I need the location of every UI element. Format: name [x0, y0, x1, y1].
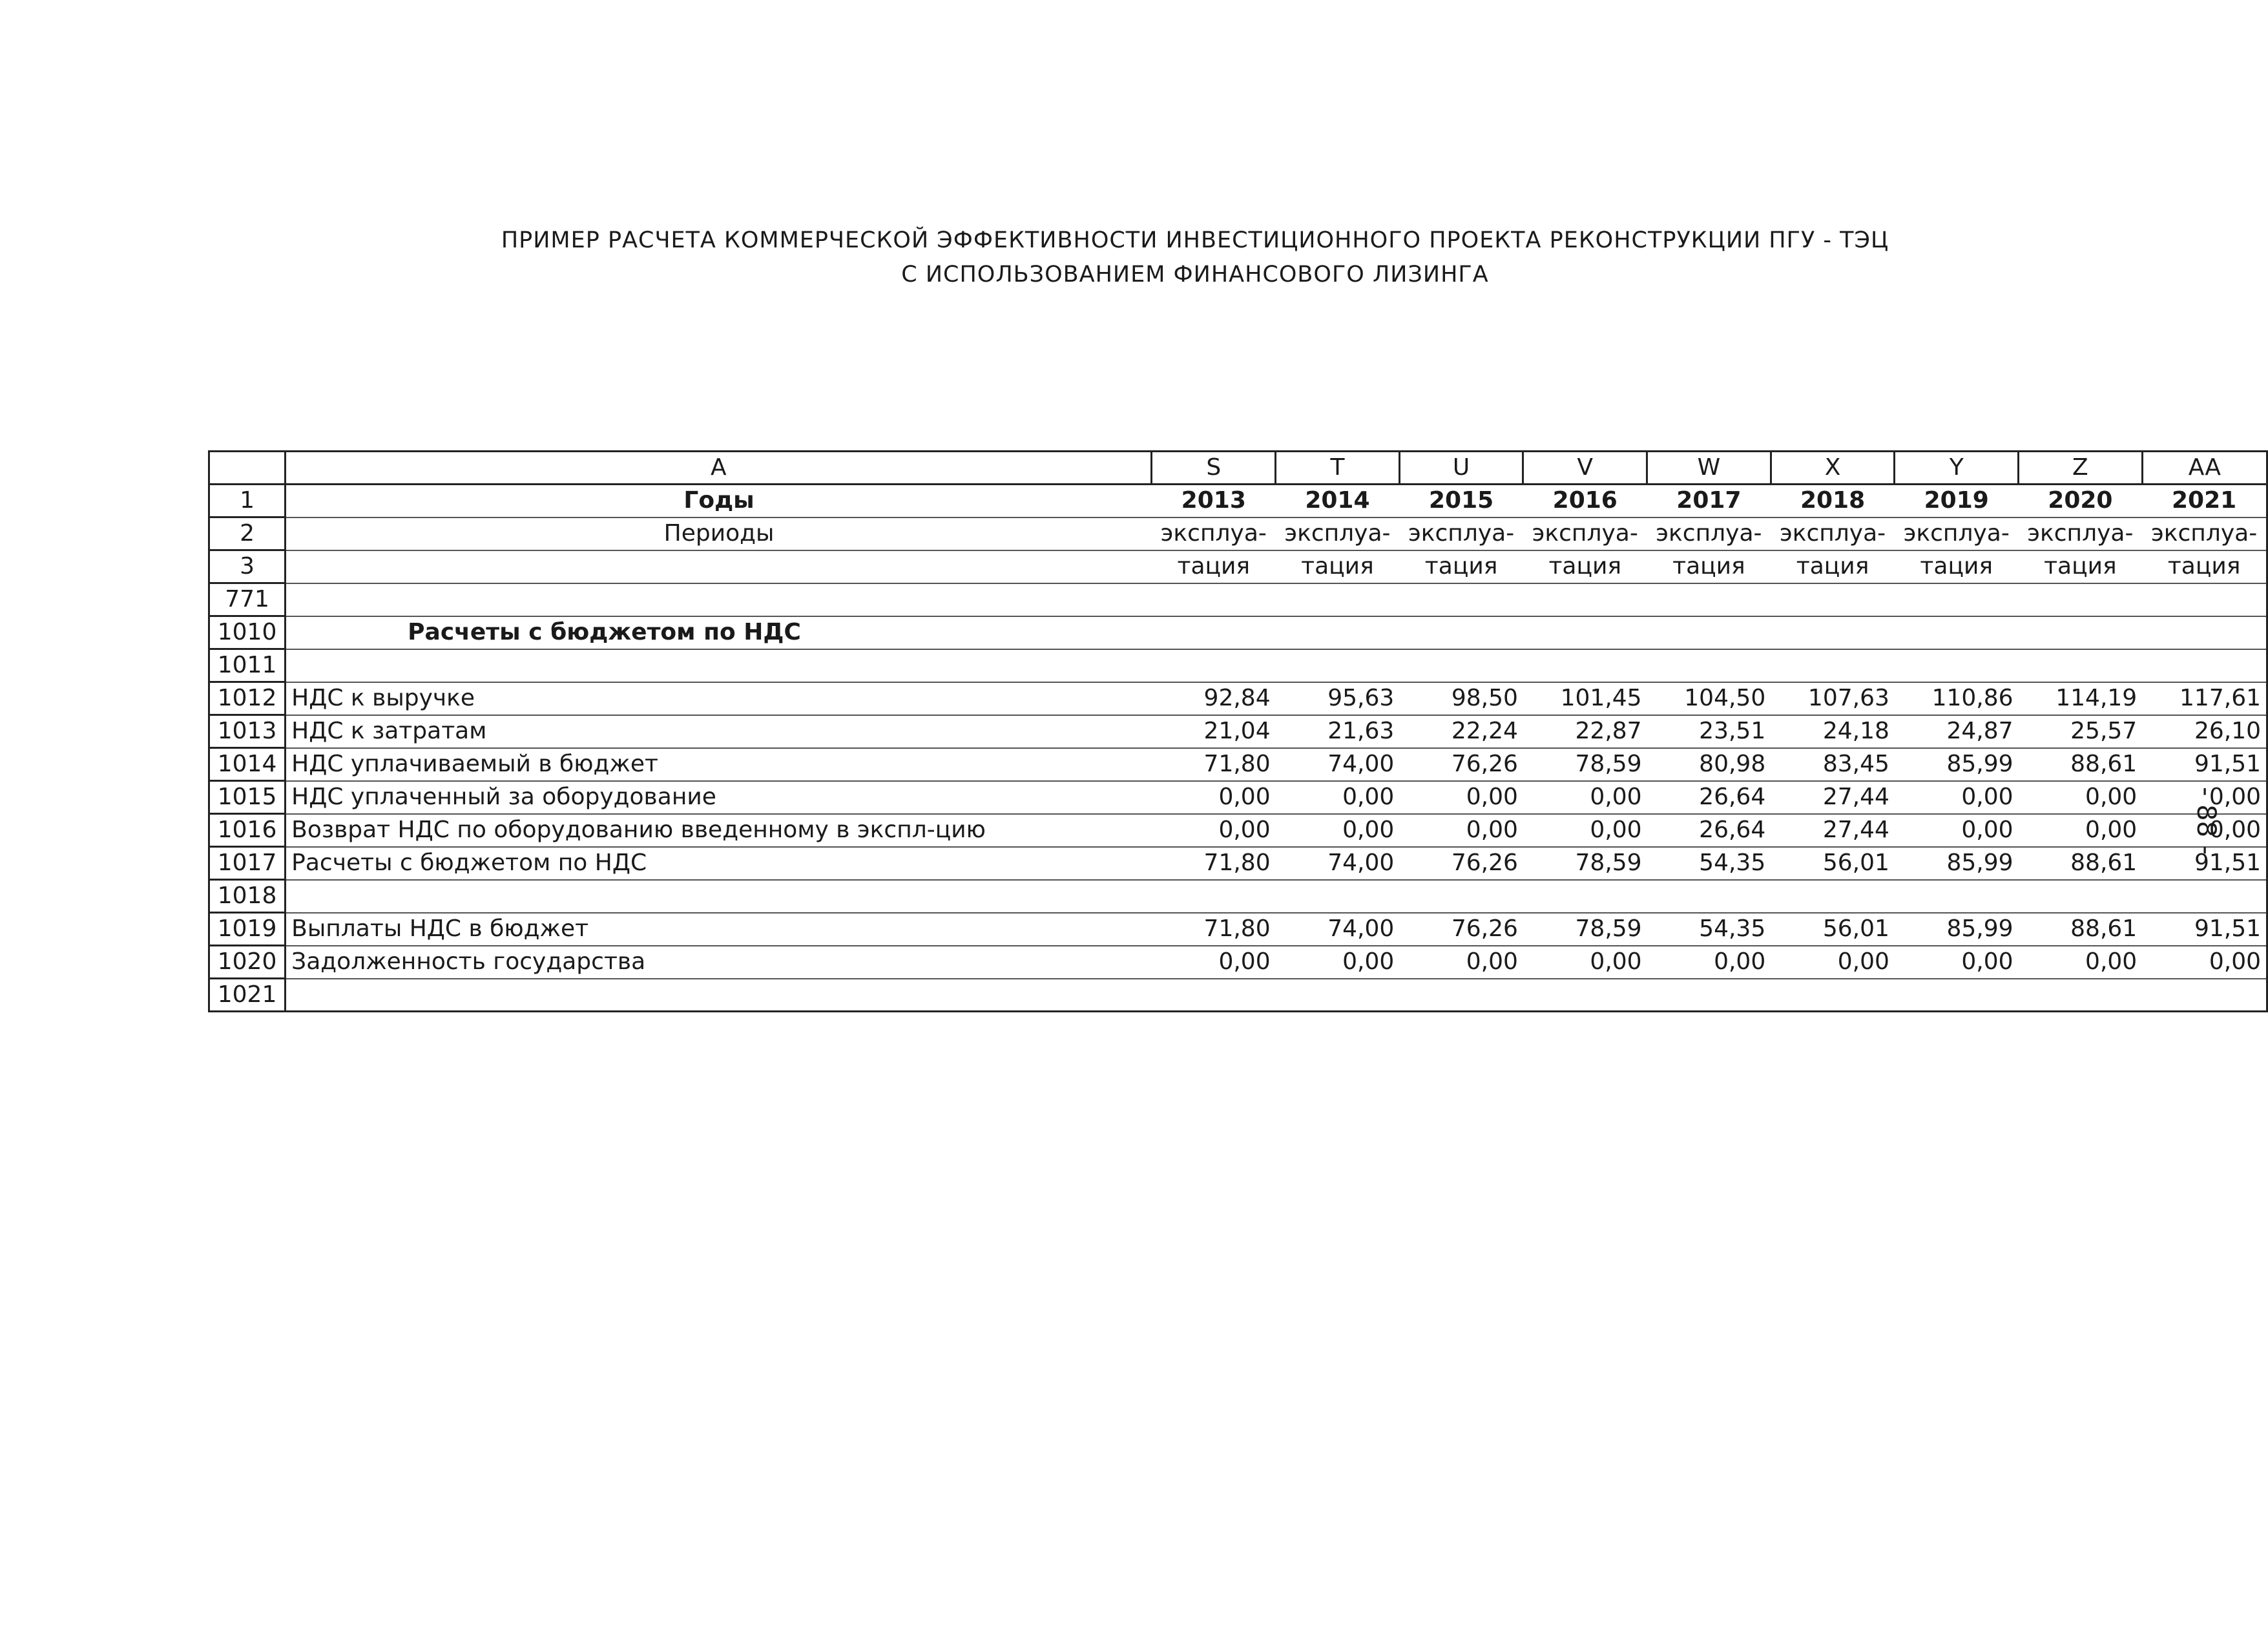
column-header-u[interactable]: U	[1399, 452, 1523, 485]
value-cell: 24,87	[1895, 715, 2019, 748]
row-label: Расчеты с бюджетом по НДС	[286, 847, 1152, 880]
empty-cell	[1895, 616, 2019, 649]
empty-cell	[2142, 649, 2267, 682]
value-cell: 54,35	[1647, 847, 1771, 880]
value-cell: 27,44	[1771, 781, 1895, 814]
empty-cell	[2142, 979, 2267, 1012]
empty-cell	[1771, 649, 1895, 682]
value-cell: 0,00	[2019, 946, 2143, 979]
value-cell: 0,00	[1523, 781, 1647, 814]
table-row	[209, 715, 2267, 748]
empty-cell	[1152, 979, 1276, 1012]
value-cell: 26,64	[1647, 781, 1771, 814]
column-header-v[interactable]: V	[1523, 452, 1647, 485]
empty-cell	[1399, 583, 1523, 616]
value-cell: 0,00	[2142, 814, 2267, 847]
row-label: Выплаты НДС в бюджет	[286, 913, 1152, 946]
empty-cell	[1523, 649, 1647, 682]
value-cell: 24,18	[1771, 715, 1895, 748]
value-cell: 0,00	[2142, 781, 2267, 814]
empty-cell	[1152, 880, 1276, 913]
empty-cell	[1399, 979, 1523, 1012]
value-cell: 26,10	[2142, 715, 2267, 748]
row-number[interactable]: 1013	[209, 715, 286, 748]
row-label: НДС уплаченный за оборудование	[286, 781, 1152, 814]
year-cell: 2020	[2019, 485, 2143, 517]
column-header-aa[interactable]: AA	[2142, 452, 2267, 485]
table-row	[209, 781, 2267, 814]
empty-cell	[1771, 616, 1895, 649]
period-cell: эксплуа-	[1895, 517, 2019, 550]
value-cell: 0,00	[1276, 781, 1400, 814]
empty-cell	[2142, 880, 2267, 913]
value-cell: 85,99	[1895, 913, 2019, 946]
spreadsheet-table	[208, 450, 2268, 1012]
row-number[interactable]: 1020	[209, 946, 286, 979]
row-number[interactable]: 2	[209, 517, 286, 550]
value-cell: 56,01	[1771, 913, 1895, 946]
value-cell: 88,61	[2019, 913, 2143, 946]
row-number[interactable]: 3	[209, 550, 286, 583]
section-header-row	[209, 616, 2267, 649]
value-cell: 74,00	[1276, 748, 1400, 781]
empty-cell	[1276, 649, 1400, 682]
year-cell: 2019	[1895, 485, 2019, 517]
table-row	[209, 748, 2267, 781]
year-cell: 2013	[1152, 485, 1276, 517]
column-header-a[interactable]: A	[286, 452, 1152, 485]
periods-label: Периоды	[286, 517, 1152, 550]
period-cell: эксплуа-	[1523, 517, 1647, 550]
empty-cell	[1523, 583, 1647, 616]
row-number[interactable]: 1016	[209, 814, 286, 847]
year-cell: 2015	[1399, 485, 1523, 517]
empty-cell	[1771, 583, 1895, 616]
column-header-x[interactable]: X	[1771, 452, 1895, 485]
empty-cell	[1399, 616, 1523, 649]
document-title-line-2: С ИСПОЛЬЗОВАНИЕМ ФИНАНСОВОГО ЛИЗИНГА	[901, 262, 1489, 287]
empty-cell	[1771, 880, 1895, 913]
period-cell: эксплуа-	[1399, 517, 1523, 550]
year-cell: 2021	[2142, 485, 2267, 517]
value-cell: 107,63	[1771, 682, 1895, 715]
spreadsheet-body	[209, 452, 2267, 1012]
value-cell: 114,19	[2019, 682, 2143, 715]
value-cell: 21,63	[1276, 715, 1400, 748]
section-title: Расчеты с бюджетом по НДС	[286, 616, 1152, 649]
empty-cell	[1647, 616, 1771, 649]
value-cell: 104,50	[1647, 682, 1771, 715]
value-cell: 23,51	[1647, 715, 1771, 748]
value-cell: 74,00	[1276, 913, 1400, 946]
value-cell: 95,63	[1276, 682, 1400, 715]
empty-cell	[2019, 979, 2143, 1012]
blank-row	[209, 979, 2267, 1012]
periods-row-2	[209, 550, 2267, 583]
empty-label	[286, 583, 1152, 616]
row-label	[286, 880, 1152, 913]
empty-cell	[1523, 880, 1647, 913]
empty-cell	[1399, 880, 1523, 913]
value-cell: 91,51	[2142, 748, 2267, 781]
value-cell: 91,51	[2142, 913, 2267, 946]
value-cell: 0,00	[1399, 781, 1523, 814]
empty-cell	[1647, 583, 1771, 616]
value-cell: 85,99	[1895, 847, 2019, 880]
value-cell: 26,64	[1647, 814, 1771, 847]
value-cell: 76,26	[1399, 847, 1523, 880]
period-cell: тация	[2019, 550, 2143, 583]
year-cell: 2017	[1647, 485, 1771, 517]
period-cell: тация	[1771, 550, 1895, 583]
column-header-t[interactable]: T	[1276, 452, 1400, 485]
value-cell: 92,84	[1152, 682, 1276, 715]
empty-cell	[1276, 583, 1400, 616]
value-cell: 0,00	[1152, 781, 1276, 814]
empty-cell	[2142, 583, 2267, 616]
row-number[interactable]: 1011	[209, 649, 286, 682]
empty-cell	[1523, 979, 1647, 1012]
row-number[interactable]: 1018	[209, 880, 286, 913]
year-cell: 2016	[1523, 485, 1647, 517]
row-label: НДС к затратам	[286, 715, 1152, 748]
table-row	[209, 847, 2267, 880]
value-cell: 71,80	[1152, 847, 1276, 880]
empty-cell	[1647, 649, 1771, 682]
value-cell: 0,00	[1895, 946, 2019, 979]
value-cell: 0,00	[1276, 946, 1400, 979]
empty-cell	[1152, 649, 1276, 682]
row-number[interactable]: 1012	[209, 682, 286, 715]
empty-cell	[1276, 979, 1400, 1012]
value-cell: 22,87	[1523, 715, 1647, 748]
empty-cell	[1895, 880, 2019, 913]
value-cell: 83,45	[1771, 748, 1895, 781]
blank-row	[209, 649, 2267, 682]
value-cell: 54,35	[1647, 913, 1771, 946]
value-cell: 0,00	[1152, 814, 1276, 847]
value-cell: 0,00	[1771, 946, 1895, 979]
value-cell: 76,26	[1399, 913, 1523, 946]
value-cell: 0,00	[1523, 814, 1647, 847]
row-label: НДС уплачиваемый в бюджет	[286, 748, 1152, 781]
value-cell: 80,98	[1647, 748, 1771, 781]
empty-cell	[1895, 583, 2019, 616]
periods-row	[209, 517, 2267, 550]
year-cell: 2018	[1771, 485, 1895, 517]
value-cell: 88,61	[2019, 748, 2143, 781]
row-number[interactable]: 1021	[209, 979, 286, 1012]
value-cell: 22,24	[1399, 715, 1523, 748]
empty-cell	[1276, 616, 1400, 649]
value-cell: 117,61	[2142, 682, 2267, 715]
page-number: - 88 -	[2191, 787, 2221, 855]
row-number[interactable]: 771	[209, 583, 286, 616]
value-cell: 0,00	[1276, 814, 1400, 847]
value-cell: 0,00	[1895, 781, 2019, 814]
empty-label	[286, 550, 1152, 583]
empty-cell	[1399, 649, 1523, 682]
blank-row	[209, 880, 2267, 913]
empty-cell	[1152, 583, 1276, 616]
empty-cell	[1152, 616, 1276, 649]
empty-cell	[1647, 880, 1771, 913]
value-cell: 21,04	[1152, 715, 1276, 748]
row-number[interactable]: 1010	[209, 616, 286, 649]
empty-cell	[2142, 616, 2267, 649]
value-cell: 110,86	[1895, 682, 2019, 715]
value-cell: 78,59	[1523, 748, 1647, 781]
column-header-s[interactable]: S	[1152, 452, 1276, 485]
document-title-line-1: ПРИМЕР РАСЧЕТА КОММЕРЧЕСКОЙ ЭФФЕКТИВНОСТИ ИНВЕСТИЦИОННОГО ПРОЕКТА РЕКОНСТРУКЦИИ ПГУ - ТЭЦ	[501, 227, 1889, 253]
year-cell: 2014	[1276, 485, 1400, 517]
table-row	[209, 946, 2267, 979]
value-cell: 56,01	[1771, 847, 1895, 880]
value-cell: 98,50	[1399, 682, 1523, 715]
column-header-y[interactable]: Y	[1895, 452, 2019, 485]
value-cell: 71,80	[1152, 913, 1276, 946]
empty-cell	[1276, 880, 1400, 913]
row-label: Возврат НДС по оборудованию введенному в экспл-цию	[286, 814, 1152, 847]
table-row	[209, 913, 2267, 946]
empty-cell	[2019, 616, 2143, 649]
years-label: Годы	[286, 485, 1152, 517]
value-cell: 91,51	[2142, 847, 2267, 880]
value-cell: 0,00	[2142, 946, 2267, 979]
value-cell: 0,00	[2019, 781, 2143, 814]
value-cell: 101,45	[1523, 682, 1647, 715]
value-cell: 0,00	[1647, 946, 1771, 979]
empty-cell	[1523, 616, 1647, 649]
value-cell: 0,00	[1399, 814, 1523, 847]
period-cell: тация	[1647, 550, 1771, 583]
value-cell: 0,00	[2019, 814, 2143, 847]
period-cell: эксплуа-	[1152, 517, 1276, 550]
row-label	[286, 979, 1152, 1012]
column-header-z[interactable]: Z	[2019, 452, 2143, 485]
value-cell: 0,00	[1523, 946, 1647, 979]
empty-cell	[1895, 979, 2019, 1012]
row-label	[286, 649, 1152, 682]
value-cell: 0,00	[1399, 946, 1523, 979]
period-cell: тация	[1895, 550, 2019, 583]
value-cell: 76,26	[1399, 748, 1523, 781]
row-label: НДС к выручке	[286, 682, 1152, 715]
column-header-w[interactable]: W	[1647, 452, 1771, 485]
empty-cell	[2019, 583, 2143, 616]
row-number[interactable]: 1015	[209, 781, 286, 814]
row-label: Задолженность государства	[286, 946, 1152, 979]
value-cell: 27,44	[1771, 814, 1895, 847]
column-letters-row	[209, 452, 2267, 485]
empty-cell	[1647, 979, 1771, 1012]
table-row	[209, 682, 2267, 715]
period-cell: тация	[1152, 550, 1276, 583]
period-cell: тация	[1523, 550, 1647, 583]
row-number[interactable]: 1019	[209, 913, 286, 946]
value-cell: 74,00	[1276, 847, 1400, 880]
value-cell: 0,00	[1895, 814, 2019, 847]
period-cell: эксплуа-	[2142, 517, 2267, 550]
empty-cell	[1771, 979, 1895, 1012]
row-number[interactable]: 1017	[209, 847, 286, 880]
period-cell: эксплуа-	[1647, 517, 1771, 550]
period-cell: тация	[2142, 550, 2267, 583]
years-row	[209, 485, 2267, 517]
empty-cell	[1895, 649, 2019, 682]
value-cell: 85,99	[1895, 748, 2019, 781]
value-cell: 88,61	[2019, 847, 2143, 880]
empty-cell	[2019, 880, 2143, 913]
period-cell: тация	[1276, 550, 1400, 583]
value-cell: 25,57	[2019, 715, 2143, 748]
corner-cell[interactable]	[209, 452, 286, 485]
table-row	[209, 814, 2267, 847]
period-cell: эксплуа-	[2019, 517, 2143, 550]
period-cell: эксплуа-	[1771, 517, 1895, 550]
period-cell: тация	[1399, 550, 1523, 583]
empty-cell	[2019, 649, 2143, 682]
value-cell: 78,59	[1523, 847, 1647, 880]
value-cell: 78,59	[1523, 913, 1647, 946]
row-number[interactable]: 1014	[209, 748, 286, 781]
value-cell: 0,00	[1152, 946, 1276, 979]
value-cell: 71,80	[1152, 748, 1276, 781]
period-cell: эксплуа-	[1276, 517, 1400, 550]
row-number[interactable]: 1	[209, 485, 286, 517]
blank-row	[209, 583, 2267, 616]
